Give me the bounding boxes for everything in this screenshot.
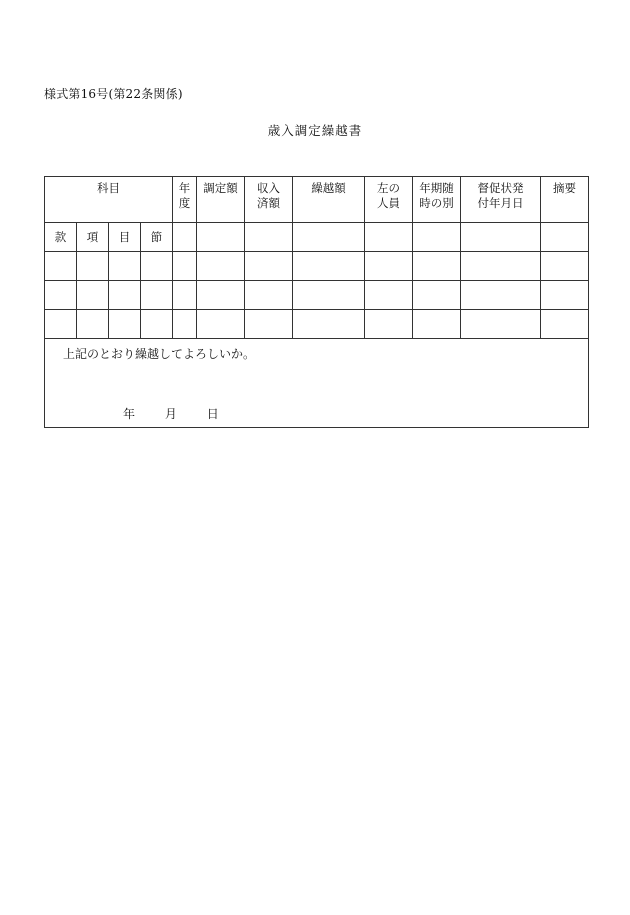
table-cell — [141, 252, 173, 281]
subheader-kan: 款 — [45, 223, 77, 252]
header-nenki — [413, 177, 461, 223]
date-line — [123, 407, 219, 422]
table-row — [45, 252, 589, 281]
table-cell — [413, 281, 461, 310]
table-cell — [173, 310, 197, 339]
table-cell — [141, 281, 173, 310]
header-chotei: 調定額 — [197, 177, 245, 223]
header-kurikoshi: 繰越額 — [293, 177, 365, 223]
table-cell — [173, 281, 197, 310]
header-nendo-line1: 年 — [178, 181, 191, 195]
table-cell — [413, 223, 461, 252]
table-cell — [197, 223, 245, 252]
header-tokusoku-line1: 督促状発 — [477, 181, 524, 195]
subheader-moku: 目 — [109, 223, 141, 252]
table-cell — [245, 310, 293, 339]
table-cell — [541, 310, 589, 339]
header-nendo-line2: 度 — [178, 196, 191, 210]
header-nenki-line1: 年期随 — [419, 181, 454, 195]
document-title: 歳入調定繰越書 — [267, 123, 363, 138]
date-day-label: 日 — [206, 407, 219, 421]
table-cell — [245, 252, 293, 281]
header-shunyu-line2: 済額 — [257, 196, 280, 210]
table-cell — [197, 252, 245, 281]
table-row — [45, 310, 589, 339]
header-tokusoku — [461, 177, 541, 223]
table-cell — [173, 252, 197, 281]
table-cell — [461, 310, 541, 339]
table-cell — [45, 281, 77, 310]
form-number: 様式第16号(第22条関係) — [44, 87, 183, 101]
table-footer-row — [45, 339, 589, 428]
header-tokusoku-line2: 付年月日 — [477, 196, 524, 210]
table-cell — [45, 252, 77, 281]
table-cell — [197, 281, 245, 310]
table-cell — [109, 310, 141, 339]
table-row — [45, 281, 589, 310]
table-cell — [45, 310, 77, 339]
table-cell — [293, 281, 365, 310]
header-tekiyo: 摘要 — [541, 177, 589, 223]
table-cell — [541, 281, 589, 310]
subheader-setsu: 節 — [141, 223, 173, 252]
approval-section — [45, 339, 589, 428]
header-kamoku: 科目 — [45, 177, 173, 223]
date-year-label: 年 — [123, 407, 136, 421]
table-cell — [173, 223, 197, 252]
header-shunyu — [245, 177, 293, 223]
date-month-label: 月 — [164, 407, 177, 421]
table-cell — [413, 310, 461, 339]
table-cell — [365, 310, 413, 339]
header-nenki-line2: 時の別 — [419, 196, 454, 210]
header-hidari-line1: 左の — [377, 181, 400, 195]
header-nendo — [173, 177, 197, 223]
table-cell — [541, 223, 589, 252]
table-cell — [77, 252, 109, 281]
table-cell — [197, 310, 245, 339]
table-cell — [365, 252, 413, 281]
table-cell — [365, 281, 413, 310]
table-cell — [293, 310, 365, 339]
table-cell — [461, 252, 541, 281]
table-cell — [413, 252, 461, 281]
subheader-ko: 項 — [77, 223, 109, 252]
table-cell — [541, 252, 589, 281]
table-cell — [109, 252, 141, 281]
table-cell — [293, 223, 365, 252]
table-cell — [77, 310, 109, 339]
table-cell — [141, 310, 173, 339]
table-cell — [245, 223, 293, 252]
carryover-table — [44, 176, 589, 428]
table-cell — [245, 281, 293, 310]
confirmation-text: 上記のとおり繰越してよろしいか。 — [63, 347, 256, 361]
table-cell — [365, 223, 413, 252]
header-hidari-line2: 人員 — [377, 196, 400, 210]
table-subheader-row — [45, 223, 589, 252]
table-cell — [461, 223, 541, 252]
header-shunyu-line1: 収入 — [257, 181, 280, 195]
table-cell — [293, 252, 365, 281]
table-cell — [109, 281, 141, 310]
table-header-row — [45, 177, 589, 223]
header-hidari — [365, 177, 413, 223]
table-cell — [461, 281, 541, 310]
table-cell — [77, 281, 109, 310]
